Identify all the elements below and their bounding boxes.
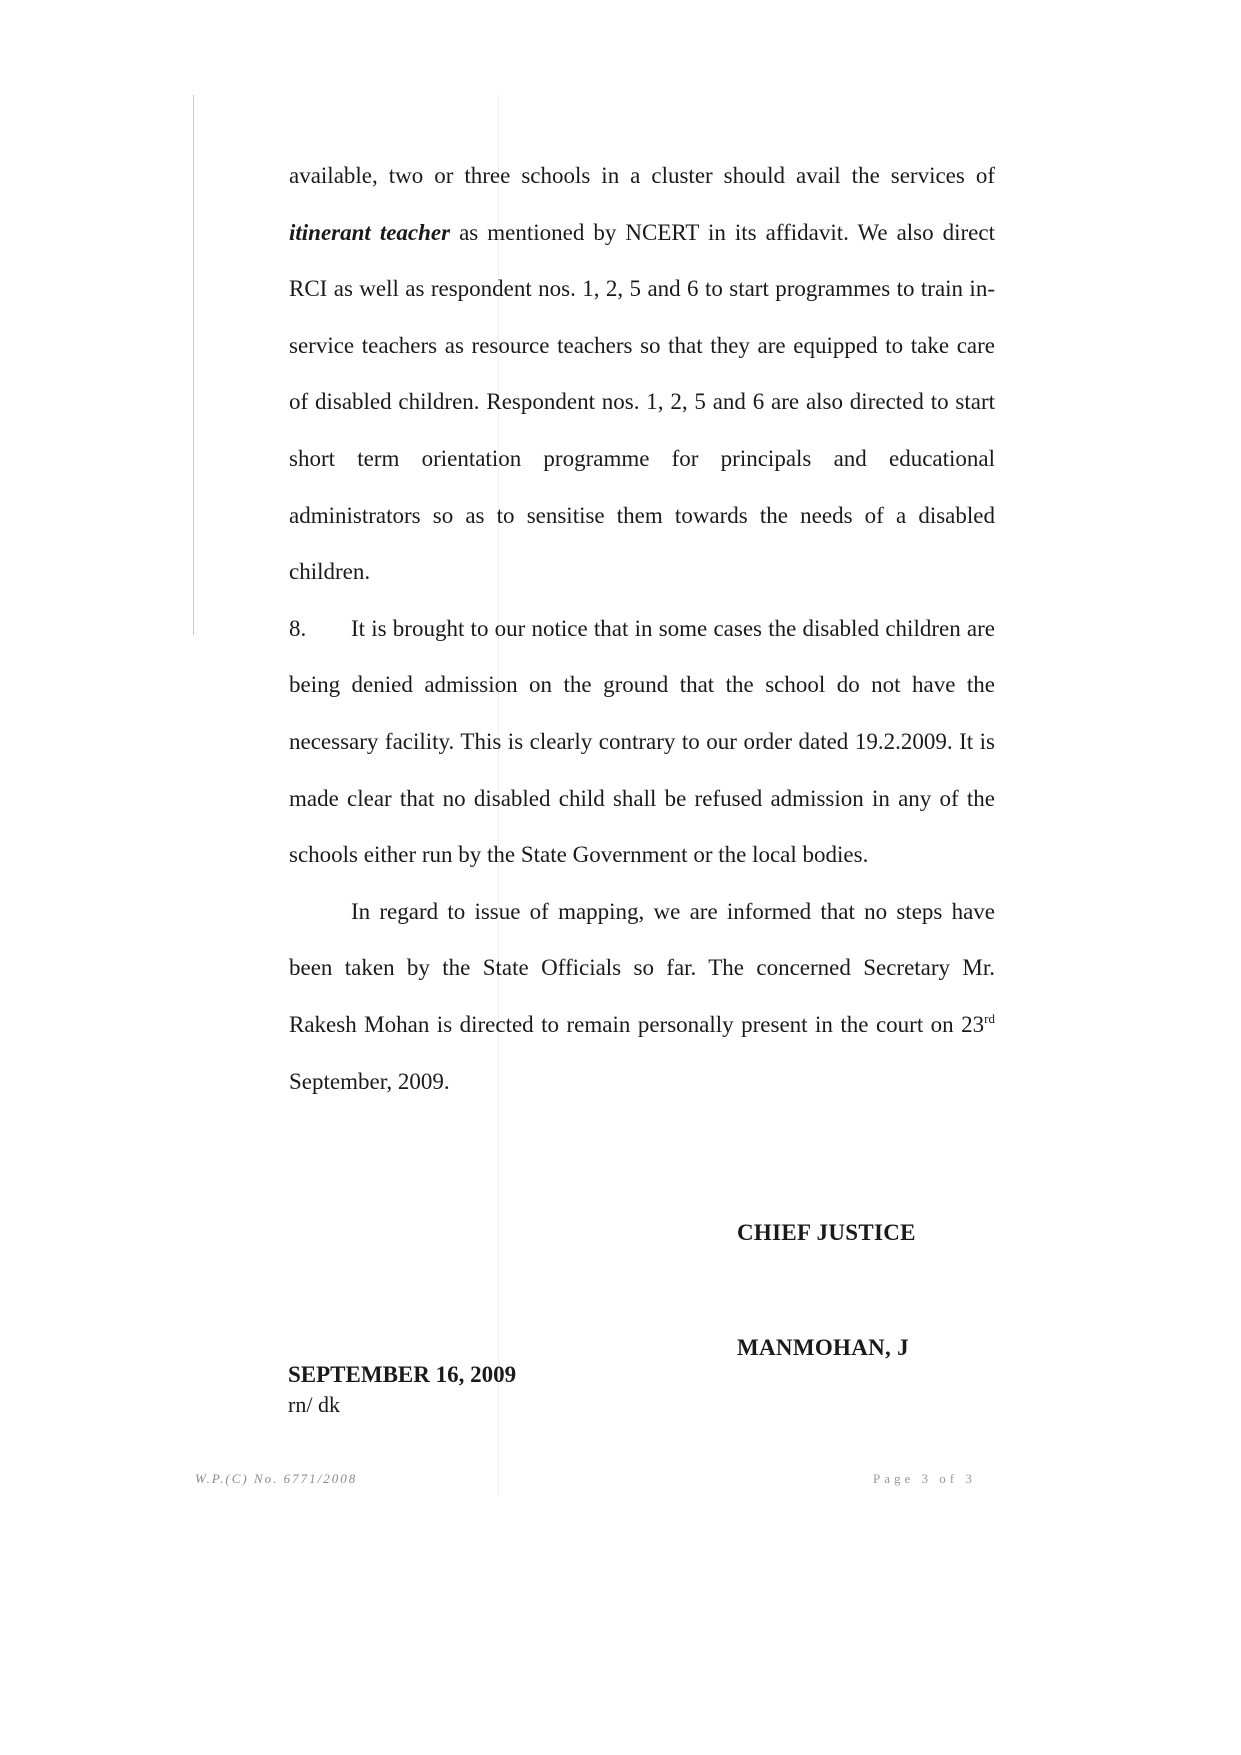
paragraph-mapping (289, 884, 995, 1110)
paragraph-text: as mentioned by NCERT in its affidavit. We also direct RCI as well as respondent nos. 1, 2, 5 and 6 to start programmes to train in-service teachers as resource teachers so that they are equipped to take care of disabled children. Respondent nos. 1, 2, 5 and 6 are also directed to start short term orientation programme for principals and educational administrators so as to sensitise them towards the needs of a disabled children. (289, 219, 995, 585)
paragraph-text: It is brought to our notice that in some cases the disabled children are being denied admission on the ground that the school do not have the necessary facility. This is clearly contrary to our order dated 19.2.2009. It is made clear that no disabled child shall be refused admission in any of the schools either run by the State Government or the local bodies. (289, 615, 995, 868)
ordinal-suffix: rd (984, 1010, 995, 1026)
footer-page-number: Page 3 of 3 (873, 1471, 976, 1486)
order-date: SEPTEMBER 16, 2009 (288, 1362, 517, 1387)
order-body (289, 148, 995, 1110)
paragraph-continuation (289, 148, 995, 601)
paragraph-8 (289, 601, 995, 884)
emphasis-term: itinerant teacher (289, 219, 451, 245)
footer-case-number: W.P.(C) No. 6771/2008 (195, 1471, 358, 1486)
paragraph-text: available, two or three schools in a cluster should avail the services of (289, 163, 995, 188)
paragraph-text: September, 2009. (289, 1068, 450, 1094)
paragraph-text: In regard to issue of mapping, we are informed that no steps have been taken by the State Officials so far. The concerned Secretary Mr. Rakesh Mohan is directed to remain personally present in the court on 23 (289, 898, 995, 1037)
paragraph-number: 8. (289, 615, 307, 641)
signature-judge: MANMOHAN, J (737, 1335, 909, 1360)
typist-initials: rn/ dk (288, 1392, 340, 1417)
signature-chief-justice: CHIEF JUSTICE (737, 1220, 916, 1245)
scan-margin-line (193, 95, 194, 635)
